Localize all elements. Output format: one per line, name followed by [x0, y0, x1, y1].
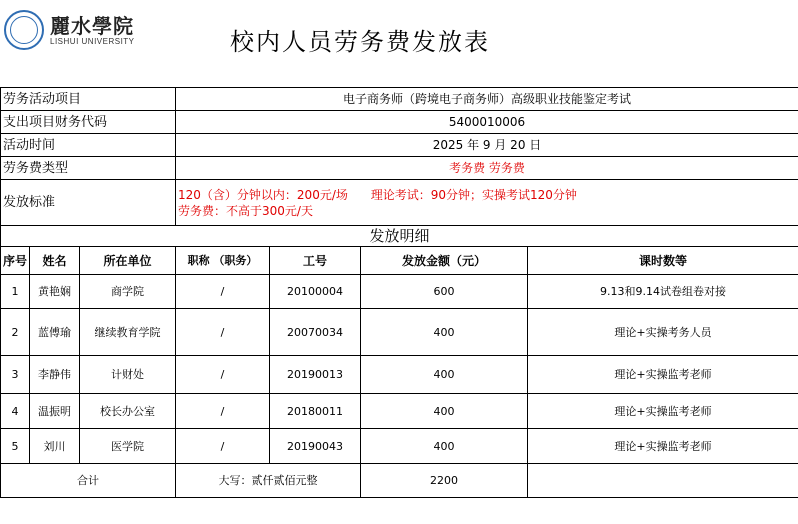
standard-label: 发放标准 — [1, 180, 176, 226]
cell-title[interactable]: / — [176, 429, 270, 464]
time-row — [1, 134, 798, 157]
cell-name[interactable]: 黄艳娴 — [30, 275, 80, 309]
time-value[interactable]: 2025 年 9 月 20 日 — [176, 134, 798, 157]
cell-unit[interactable]: 继续教育学院 — [80, 309, 176, 356]
cell-note[interactable]: 理论+实操监考老师 — [528, 429, 798, 464]
cell-title[interactable]: / — [176, 275, 270, 309]
cell-amount[interactable]: 400 — [361, 309, 528, 356]
type-row — [1, 157, 798, 180]
cell-no[interactable]: 4 — [1, 394, 30, 429]
page-title: 校内人员劳务费发放表 — [230, 28, 490, 56]
cell-no[interactable]: 5 — [1, 429, 30, 464]
cell-name[interactable]: 刘川 — [30, 429, 80, 464]
cell-title[interactable]: / — [176, 356, 270, 394]
project-value[interactable]: 电子商务师（跨境电子商务师）高级职业技能鉴定考试 — [176, 88, 798, 111]
cell-note[interactable]: 理论+实操考务人员 — [528, 309, 798, 356]
cell-amount[interactable]: 400 — [361, 429, 528, 464]
cell-unit[interactable]: 医学院 — [80, 429, 176, 464]
code-row — [1, 111, 798, 134]
total-amount[interactable]: 2200 — [361, 464, 528, 498]
payment-sheet — [0, 87, 798, 498]
time-label: 活动时间 — [1, 134, 176, 157]
cell-id[interactable]: 20100004 — [270, 275, 361, 309]
code-label: 支出项目财务代码 — [1, 111, 176, 134]
cell-amount[interactable]: 400 — [361, 356, 528, 394]
cell-no[interactable]: 3 — [1, 356, 30, 394]
cell-name[interactable]: 蓝傅瑜 — [30, 309, 80, 356]
cell-id[interactable]: 20180011 — [270, 394, 361, 429]
section-row — [1, 226, 798, 247]
cell-title[interactable]: / — [176, 309, 270, 356]
cell-id[interactable]: 20190013 — [270, 356, 361, 394]
cell-title[interactable]: / — [176, 394, 270, 429]
section-title: 发放明细 — [1, 226, 798, 247]
column-header: 职称 （职务） — [176, 247, 270, 275]
cell-name[interactable]: 李静伟 — [30, 356, 80, 394]
university-seal-icon — [4, 10, 44, 50]
column-header: 课时数等 — [528, 247, 798, 275]
table-row — [1, 275, 798, 309]
table-header-row — [1, 247, 798, 275]
column-header: 序号 — [1, 247, 30, 275]
cell-amount[interactable]: 600 — [361, 275, 528, 309]
cell-note[interactable]: 9.13和9.14试卷组卷对接 — [528, 275, 798, 309]
cell-note[interactable]: 理论+实操监考老师 — [528, 394, 798, 429]
total-label: 合计 — [1, 464, 176, 498]
column-header: 发放金额（元） — [361, 247, 528, 275]
total-capital[interactable]: 大写：贰仟贰佰元整 — [176, 464, 361, 498]
standard-line-1: 120（含）分钟以内：200元/场 理论考试：90分钟；实操考试120分钟 — [178, 187, 577, 202]
cell-no[interactable]: 2 — [1, 309, 30, 356]
logo-name-en: LISHUI UNIVERSITY — [50, 36, 135, 46]
cell-id[interactable]: 20070034 — [270, 309, 361, 356]
cell-unit[interactable]: 校长办公室 — [80, 394, 176, 429]
cell-amount[interactable]: 400 — [361, 394, 528, 429]
standard-line-2: 劳务费：不高于300元/天 — [178, 203, 313, 218]
column-header: 姓名 — [30, 247, 80, 275]
project-row — [1, 88, 798, 111]
table-row — [1, 309, 798, 356]
column-header: 所在单位 — [80, 247, 176, 275]
cell-no[interactable]: 1 — [1, 275, 30, 309]
cell-note[interactable]: 理论+实操监考老师 — [528, 356, 798, 394]
table-row — [1, 356, 798, 394]
table-row — [1, 429, 798, 464]
university-logo — [4, 8, 154, 52]
type-value[interactable]: 考务费 劳务费 — [176, 157, 798, 180]
type-label: 劳务费类型 — [1, 157, 176, 180]
total-row — [1, 464, 798, 498]
logo-name-cn: 麗水學院 — [50, 13, 134, 38]
standard-row — [1, 180, 798, 226]
code-value[interactable]: 5400010006 — [176, 111, 798, 134]
cell-unit[interactable]: 计财处 — [80, 356, 176, 394]
standard-value[interactable] — [176, 180, 798, 226]
table-row — [1, 394, 798, 429]
column-header: 工号 — [270, 247, 361, 275]
cell-id[interactable]: 20190043 — [270, 429, 361, 464]
total-note-cell[interactable] — [528, 464, 798, 498]
cell-unit[interactable]: 商学院 — [80, 275, 176, 309]
project-label: 劳务活动项目 — [1, 88, 176, 111]
cell-name[interactable]: 温振明 — [30, 394, 80, 429]
